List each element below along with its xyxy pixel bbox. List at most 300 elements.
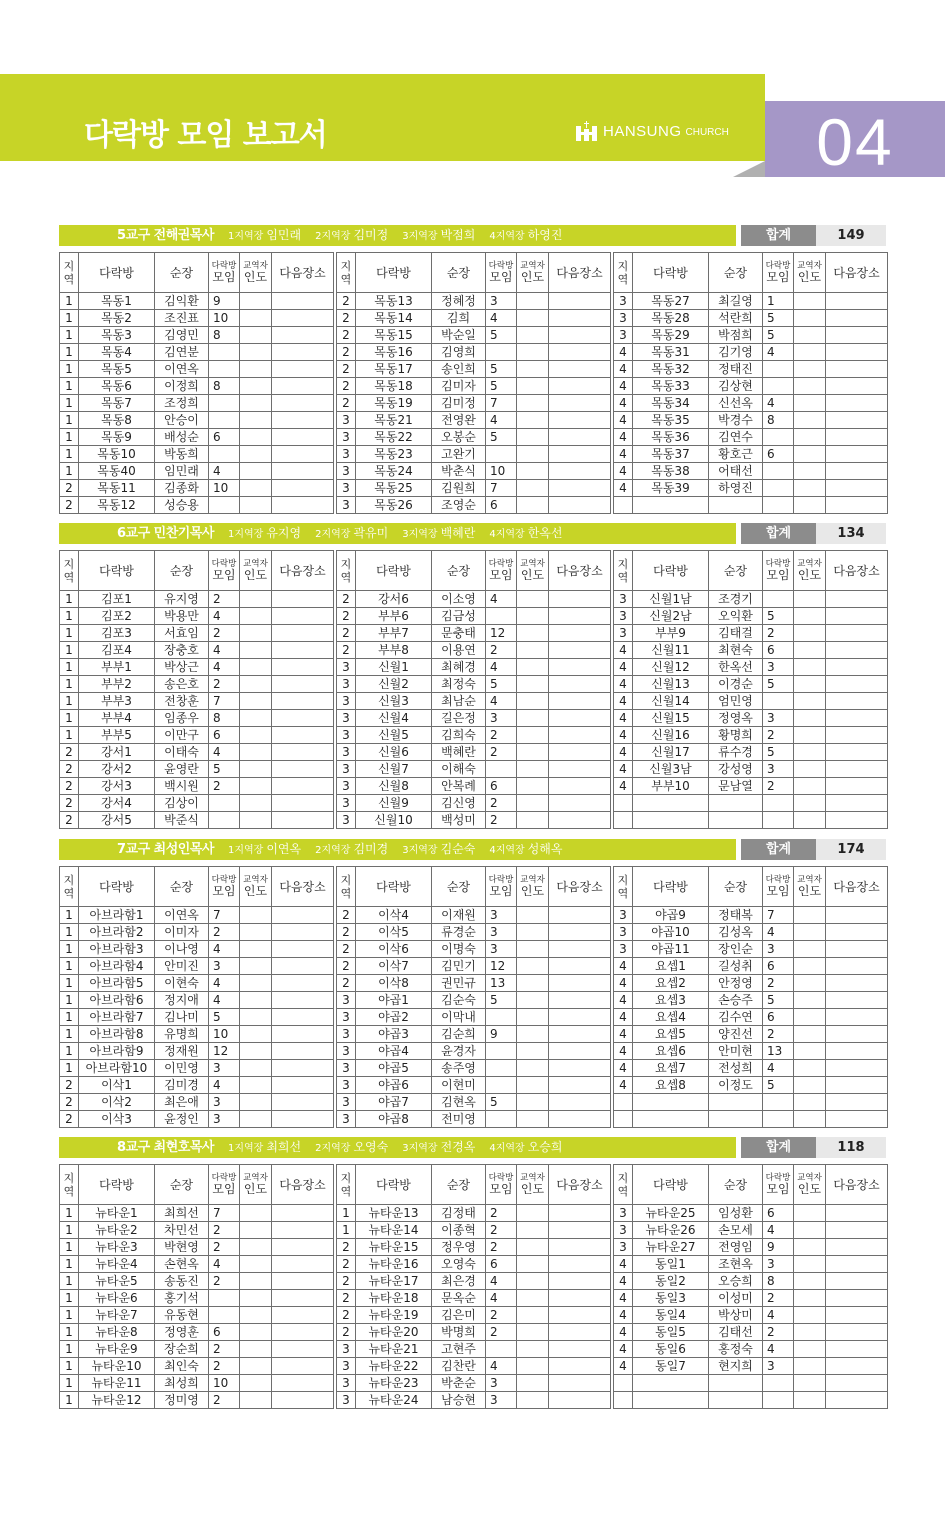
meeting-count-cell: 5 (209, 761, 240, 778)
leader-cell: 이현미 (432, 1077, 486, 1094)
room-cell: 목동6 (79, 378, 155, 395)
room-cell: 뉴타운20 (356, 1324, 432, 1341)
guide-cell (517, 1341, 549, 1358)
region-cell: 1 (60, 727, 79, 744)
leader-cell: 권민규 (432, 975, 486, 992)
leader-cell: 박경수 (709, 412, 763, 429)
leader-cell: 송주영 (432, 1060, 486, 1077)
table-row (337, 1307, 611, 1324)
meeting-count-cell: 8 (209, 327, 240, 344)
guide-cell (240, 778, 272, 795)
table-row (337, 1290, 611, 1307)
leader-cell: 정영옥 (709, 710, 763, 727)
meeting-count-cell: 5 (486, 1094, 517, 1111)
meeting-count-cell: 2 (763, 778, 794, 795)
next-place-cell (272, 1307, 334, 1324)
leader-cell: 조진표 (155, 310, 209, 327)
leader-cell: 박용만 (155, 608, 209, 625)
meeting-count-cell (209, 1290, 240, 1307)
guide-cell (517, 958, 549, 975)
col-guide-top: 교역자 (243, 559, 268, 569)
guide-cell (240, 1324, 272, 1341)
room-cell: 신월11 (633, 642, 709, 659)
meeting-count-cell: 4 (763, 924, 794, 941)
room-cell: 이삭7 (356, 958, 432, 975)
leader-cell: 김미경 (155, 1077, 209, 1094)
next-place-cell (549, 344, 611, 361)
pastor-name: 5교구 전해권목사 (117, 228, 214, 243)
region-cell: 3 (337, 693, 356, 710)
next-place-cell (272, 778, 334, 795)
col-guide-top: 교역자 (797, 261, 822, 271)
table-row (337, 1375, 611, 1392)
leader-cell: 최은경 (432, 1273, 486, 1290)
meeting-count-cell: 3 (763, 659, 794, 676)
leader-cell: 김금성 (432, 608, 486, 625)
col-leader: 순장 (155, 253, 209, 293)
table-row (337, 907, 611, 924)
region-cell: 4 (614, 1341, 633, 1358)
district-bar (59, 225, 886, 246)
col-next-place: 다음장소 (826, 551, 888, 591)
table-header-row (337, 867, 611, 907)
guide-cell (240, 429, 272, 446)
next-place-cell (272, 659, 334, 676)
meeting-count-cell (763, 1094, 794, 1111)
total-value: 174 (816, 839, 886, 860)
next-place-cell (549, 1256, 611, 1273)
table-header-row (614, 867, 888, 907)
meeting-count-cell: 2 (763, 625, 794, 642)
meeting-count-cell: 4 (209, 659, 240, 676)
leader-cell: 안승이 (155, 412, 209, 429)
meeting-count-cell: 6 (209, 727, 240, 744)
next-place-cell (826, 1307, 888, 1324)
table-row (60, 327, 334, 344)
next-place-cell (826, 497, 888, 514)
table-header-row (60, 253, 334, 293)
guide-cell (240, 463, 272, 480)
next-place-cell (272, 344, 334, 361)
next-place-cell (272, 1290, 334, 1307)
table-row (337, 676, 611, 693)
guide-cell (517, 778, 549, 795)
col-guide (240, 867, 272, 907)
col-guide-top: 교역자 (520, 559, 545, 569)
leader-cell: 강성영 (709, 761, 763, 778)
leader-cell: 김순숙 (432, 992, 486, 1009)
district-heading (117, 225, 576, 246)
meeting-count-cell: 2 (209, 625, 240, 642)
region-cell: 2 (337, 924, 356, 941)
next-place-cell (549, 1341, 611, 1358)
region-leader-name: 임민래 (266, 228, 302, 242)
total-label: 합계 (741, 1137, 816, 1158)
leader-cell (709, 795, 763, 812)
region-cell: 1 (60, 591, 79, 608)
table-row (337, 1205, 611, 1222)
leader-cell: 김기영 (709, 344, 763, 361)
table-row (337, 1324, 611, 1341)
leader-cell: 백시원 (155, 778, 209, 795)
guide-cell (240, 1111, 272, 1128)
leader-cell: 김상현 (709, 378, 763, 395)
next-place-cell (826, 744, 888, 761)
region-cell: 1 (60, 1009, 79, 1026)
guide-cell (517, 1392, 549, 1409)
room-cell: 목동22 (356, 429, 432, 446)
meeting-count-cell: 2 (486, 795, 517, 812)
guide-cell (794, 727, 826, 744)
col-room: 다락방 (79, 253, 155, 293)
next-place-cell (272, 1239, 334, 1256)
next-place-cell (549, 378, 611, 395)
col-room: 다락방 (633, 1165, 709, 1205)
room-cell: 뉴타운27 (633, 1239, 709, 1256)
table-row (60, 1222, 334, 1239)
meeting-count-cell: 8 (209, 378, 240, 395)
leader-cell: 이연옥 (155, 907, 209, 924)
room-cell: 아브라함7 (79, 1009, 155, 1026)
next-place-cell (549, 924, 611, 941)
guide-cell (517, 642, 549, 659)
col-room: 다락방 (356, 1165, 432, 1205)
col-guide-bottom: 인도 (797, 270, 822, 284)
next-place-cell (826, 1060, 888, 1077)
leader-cell: 안미현 (709, 1043, 763, 1060)
leader-cell: 정지애 (155, 992, 209, 1009)
meeting-count-cell (209, 812, 240, 829)
guide-cell (794, 1256, 826, 1273)
next-place-cell (826, 1341, 888, 1358)
meeting-count-cell: 5 (763, 327, 794, 344)
region-cell: 1 (60, 293, 79, 310)
room-cell: 목동11 (79, 480, 155, 497)
next-place-cell (272, 608, 334, 625)
next-place-cell (826, 1094, 888, 1111)
table-row (614, 1273, 888, 1290)
room-cell: 아브라함2 (79, 924, 155, 941)
room-cell: 야곱8 (356, 1111, 432, 1128)
room-cell: 아브라함6 (79, 992, 155, 1009)
table-header-row (60, 867, 334, 907)
col-guide-top: 교역자 (520, 261, 545, 271)
col-leader: 순장 (155, 867, 209, 907)
leader-cell: 최인숙 (155, 1358, 209, 1375)
meeting-count-cell (763, 497, 794, 514)
room-cell: 뉴타운8 (79, 1324, 155, 1341)
guide-cell (240, 812, 272, 829)
col-guide (517, 1165, 549, 1205)
table-row (614, 1094, 888, 1111)
guide-cell (517, 761, 549, 778)
meeting-count-cell: 5 (763, 744, 794, 761)
table-row (614, 625, 888, 642)
col-guide (517, 551, 549, 591)
meeting-count-cell: 13 (486, 975, 517, 992)
next-place-cell (272, 1111, 334, 1128)
col-meeting-bottom: 모임 (212, 884, 236, 898)
guide-cell (794, 412, 826, 429)
next-place-cell (826, 941, 888, 958)
region-cell: 3 (337, 676, 356, 693)
guide-cell (517, 1111, 549, 1128)
table-row (337, 958, 611, 975)
meeting-count-cell: 2 (486, 1307, 517, 1324)
col-meeting (486, 253, 517, 293)
next-place-cell (549, 693, 611, 710)
leader-cell: 하영진 (709, 480, 763, 497)
room-cell: 목동5 (79, 361, 155, 378)
guide-cell (240, 958, 272, 975)
next-place-cell (549, 625, 611, 642)
col-room: 다락방 (633, 253, 709, 293)
next-place-cell (826, 992, 888, 1009)
next-place-cell (549, 1358, 611, 1375)
guide-cell (794, 1222, 826, 1239)
next-place-cell (826, 463, 888, 480)
room-cell: 신월8 (356, 778, 432, 795)
meeting-count-cell: 4 (209, 1077, 240, 1094)
leader-cell: 김상이 (155, 795, 209, 812)
region-cell: 3 (337, 1375, 356, 1392)
room-cell: 부부1 (79, 659, 155, 676)
guide-cell (240, 659, 272, 676)
meeting-count-cell (486, 344, 517, 361)
meeting-count-cell (486, 1009, 517, 1026)
next-place-cell (549, 480, 611, 497)
table-row (337, 1341, 611, 1358)
leader-cell (709, 1111, 763, 1128)
meeting-count-cell: 4 (763, 344, 794, 361)
next-place-cell (826, 412, 888, 429)
leader-cell: 손모세 (709, 1222, 763, 1239)
guide-cell (240, 395, 272, 412)
meeting-count-cell (763, 361, 794, 378)
leader-cell: 송인희 (432, 361, 486, 378)
col-meeting-bottom: 모임 (766, 1182, 790, 1196)
leader-cell: 황호근 (709, 446, 763, 463)
leader-cell: 문충태 (432, 625, 486, 642)
room-cell: 신월3남 (633, 761, 709, 778)
leader-cell: 류경순 (432, 924, 486, 941)
meeting-count-cell: 4 (763, 1060, 794, 1077)
guide-cell (240, 412, 272, 429)
col-room: 다락방 (356, 551, 432, 591)
region-cell: 1 (60, 412, 79, 429)
meeting-count-cell: 6 (486, 497, 517, 514)
region-cell: 2 (337, 975, 356, 992)
room-cell: 뉴타운25 (633, 1205, 709, 1222)
col-meeting (763, 551, 794, 591)
table-row (60, 693, 334, 710)
next-place-cell (549, 1307, 611, 1324)
room-cell: 김포1 (79, 591, 155, 608)
region-cell: 4 (614, 344, 633, 361)
room-cell: 야곱2 (356, 1009, 432, 1026)
table-row (614, 1358, 888, 1375)
leader-cell: 윤정인 (155, 1111, 209, 1128)
guide-cell (517, 659, 549, 676)
room-cell: 뉴타운18 (356, 1290, 432, 1307)
meeting-count-cell: 3 (209, 1060, 240, 1077)
region-cell (614, 1094, 633, 1111)
col-meeting-top: 다락방 (765, 559, 791, 569)
next-place-cell (272, 907, 334, 924)
guide-cell (517, 1205, 549, 1222)
region-cell: 3 (337, 778, 356, 795)
next-place-cell (272, 761, 334, 778)
next-place-cell (549, 1205, 611, 1222)
meeting-count-cell: 2 (763, 1026, 794, 1043)
room-cell: 신월2 (356, 676, 432, 693)
col-room: 다락방 (356, 253, 432, 293)
table-row (614, 463, 888, 480)
room-cell: 동일5 (633, 1324, 709, 1341)
meeting-count-cell: 3 (486, 1392, 517, 1409)
next-place-cell (826, 659, 888, 676)
region-cell: 2 (60, 1111, 79, 1128)
table-row (337, 1358, 611, 1375)
region-cell: 3 (337, 446, 356, 463)
leader-cell: 송은호 (155, 676, 209, 693)
next-place-cell (549, 812, 611, 829)
meeting-count-cell: 5 (486, 429, 517, 446)
guide-cell (794, 958, 826, 975)
region-cell: 4 (614, 958, 633, 975)
next-place-cell (826, 446, 888, 463)
next-place-cell (826, 378, 888, 395)
leader-cell: 김미정 (432, 395, 486, 412)
col-meeting (209, 867, 240, 907)
leader-cell: 안미진 (155, 958, 209, 975)
region-cell: 1 (60, 1273, 79, 1290)
col-guide (517, 253, 549, 293)
room-cell: 목동26 (356, 497, 432, 514)
meeting-count-cell: 2 (763, 975, 794, 992)
region-leader-name: 곽유미 (353, 526, 389, 540)
room-cell: 목동9 (79, 429, 155, 446)
col-guide (240, 1165, 272, 1205)
table-row (337, 1094, 611, 1111)
col-meeting (209, 253, 240, 293)
room-cell: 목동36 (633, 429, 709, 446)
table-row (60, 761, 334, 778)
region-cell: 1 (60, 608, 79, 625)
guide-cell (794, 676, 826, 693)
region-cell: 1 (60, 1222, 79, 1239)
region-cell: 1 (60, 1324, 79, 1341)
meeting-count-cell: 4 (486, 1273, 517, 1290)
room-cell: 부부5 (79, 727, 155, 744)
room-cell: 목동13 (356, 293, 432, 310)
col-guide-bottom: 인도 (520, 270, 545, 284)
room-cell: 부부8 (356, 642, 432, 659)
meeting-count-cell: 4 (763, 395, 794, 412)
room-cell: 신월3 (356, 693, 432, 710)
table-row (337, 1009, 611, 1026)
next-place-cell (549, 1290, 611, 1307)
region-cell: 2 (337, 327, 356, 344)
table-row (60, 1273, 334, 1290)
guide-cell (517, 608, 549, 625)
table-row (60, 480, 334, 497)
table-header-row (614, 551, 888, 591)
region-cell: 4 (614, 1273, 633, 1290)
room-cell: 부부7 (356, 625, 432, 642)
meeting-count-cell: 7 (209, 907, 240, 924)
col-meeting-top: 다락방 (488, 261, 514, 271)
guide-cell (517, 412, 549, 429)
report-table (613, 1164, 888, 1409)
guide-cell (517, 361, 549, 378)
col-region (337, 551, 356, 591)
room-cell: 목동16 (356, 344, 432, 361)
table-row (60, 1009, 334, 1026)
table-row (614, 1392, 888, 1409)
guide-cell (240, 1307, 272, 1324)
region-cell: 4 (614, 975, 633, 992)
region-cell: 4 (614, 1043, 633, 1060)
col-room: 다락방 (79, 1165, 155, 1205)
leader-cell: 박춘순 (432, 1375, 486, 1392)
room-cell: 이삭5 (356, 924, 432, 941)
room-cell: 뉴타운7 (79, 1307, 155, 1324)
meeting-count-cell: 3 (486, 941, 517, 958)
guide-cell (794, 812, 826, 829)
leader-cell: 윤영란 (155, 761, 209, 778)
leader-cell: 오승희 (709, 1273, 763, 1290)
region-cell: 1 (337, 1222, 356, 1239)
room-cell: 강서5 (79, 812, 155, 829)
room-cell: 부부6 (356, 608, 432, 625)
table-row (60, 446, 334, 463)
next-place-cell (272, 463, 334, 480)
col-guide (794, 867, 826, 907)
col-meeting-bottom: 모임 (766, 568, 790, 582)
table-row (337, 344, 611, 361)
meeting-count-cell: 5 (486, 992, 517, 1009)
table-row (60, 395, 334, 412)
col-guide-bottom: 인도 (243, 884, 268, 898)
room-cell: 신월14 (633, 693, 709, 710)
room-cell: 뉴타운15 (356, 1239, 432, 1256)
leader-cell: 정우영 (432, 1239, 486, 1256)
leader-cell: 김신영 (432, 795, 486, 812)
leader-cell: 최현숙 (709, 642, 763, 659)
table-row (614, 958, 888, 975)
room-cell (633, 1375, 709, 1392)
meeting-count-cell (763, 1392, 794, 1409)
meeting-count-cell: 4 (486, 693, 517, 710)
leader-cell: 김영민 (155, 327, 209, 344)
room-cell (633, 497, 709, 514)
region-leader-name: 김미정 (353, 228, 389, 242)
table-row (614, 727, 888, 744)
room-cell: 신월13 (633, 676, 709, 693)
table-row (337, 412, 611, 429)
meeting-count-cell: 2 (209, 1358, 240, 1375)
region-leader-name: 한옥선 (527, 526, 563, 540)
table-row (337, 395, 611, 412)
meeting-count-cell: 10 (486, 463, 517, 480)
guide-cell (794, 1375, 826, 1392)
col-next-place: 다음장소 (549, 867, 611, 907)
col-room: 다락방 (79, 867, 155, 907)
next-place-cell (272, 1077, 334, 1094)
region-cell: 2 (337, 608, 356, 625)
region-cell: 4 (614, 1307, 633, 1324)
